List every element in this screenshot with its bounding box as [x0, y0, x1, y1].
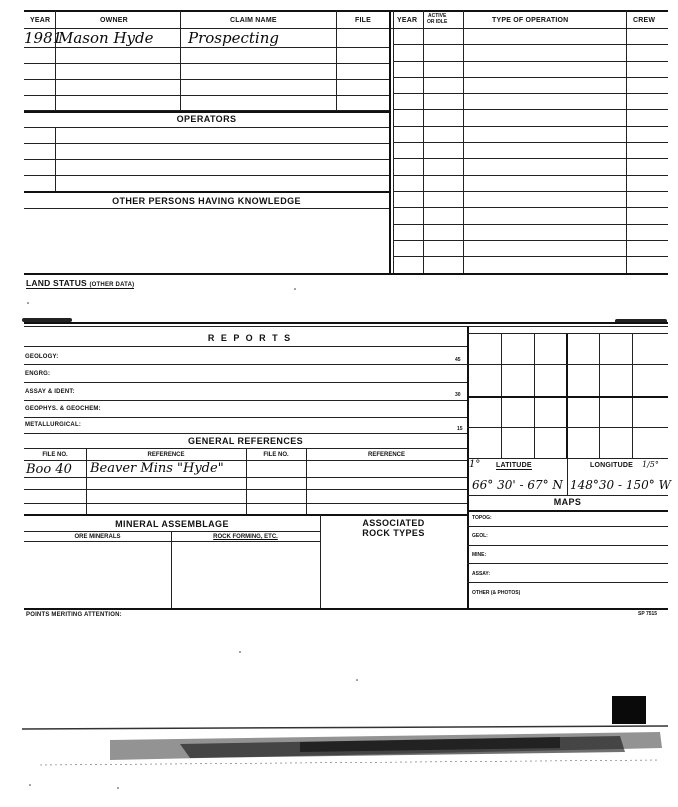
other-persons-title: OTHER PERSONS HAVING KNOWLEDGE	[112, 196, 301, 206]
general-references-title: GENERAL REFERENCES	[187, 436, 304, 446]
maps-mine-label: MINE:	[472, 552, 487, 558]
col-file-header: FILE	[355, 17, 371, 24]
ref-reference-header: REFERENCE	[147, 452, 185, 458]
claim-year-cell: 1981	[24, 29, 63, 47]
maps-topog-label: TOPOG:	[472, 515, 492, 521]
points-meriting-attention-label: POINTS MERITING ATTENTION:	[26, 612, 122, 618]
claim-owner-cell: Mason Hyde	[58, 29, 154, 47]
associated-rock-types-header: ASSOCIATED ROCK TYPES	[362, 518, 425, 538]
report-metallurgical-label: METALLURGICAL:	[25, 422, 82, 428]
maps-other-label: OTHER (& PHOTOS)	[472, 590, 521, 596]
report-geophys-label: GEOPHYS. & GEOCHEM:	[25, 406, 101, 412]
report-engrg-label: ENGRG:	[25, 371, 51, 377]
latitude-prefix: 1°	[469, 459, 481, 470]
maps-geol-label: GEOL:	[472, 533, 488, 539]
ref-file-no-header: FILE NO.	[42, 452, 68, 458]
col-operation-type-header: TYPE OF OPERATION	[492, 17, 569, 24]
longitude-prefix: 1/5°	[642, 460, 659, 469]
ref-reference-header-2: REFERENCE	[367, 452, 405, 458]
maps-title: MAPS	[553, 497, 582, 507]
report-metallurgical-number: 15	[457, 426, 463, 432]
longitude-label: LONGITUDE	[590, 462, 634, 469]
col-year-header: YEAR	[30, 17, 51, 24]
longitude-value: 148°30 - 150° W	[570, 478, 671, 492]
ore-minerals-header: ORE MINERALS	[74, 534, 121, 540]
operators-title: OPERATORS	[176, 114, 237, 124]
rock-forming-header: ROCK FORMING, ETC.	[213, 534, 278, 540]
latitude-value: 66° 30' - 67° N	[472, 478, 563, 492]
col-active-idle-header: ACTIVE OR IDLE	[427, 13, 448, 25]
mineral-assemblage-title: MINERAL ASSEMBLAGE	[115, 519, 229, 529]
col-crew-header: CREW	[633, 17, 656, 24]
claim-name-cell: Prospecting	[188, 29, 279, 47]
ref-file-no-header-2: FILE NO.	[263, 452, 289, 458]
report-geology-label: GEOLOGY:	[25, 354, 59, 360]
ref-reference-cell: Beaver Mins "Hyde"	[90, 461, 224, 476]
report-geology-number: 45	[455, 357, 461, 363]
col-claim-name-header: CLAIM NAME	[230, 17, 277, 24]
reports-title: R E P O R T S	[207, 333, 293, 343]
form-code: SP 7515	[638, 611, 658, 617]
land-status-label: LAND STATUS (OTHER DATA)	[26, 278, 135, 288]
report-assay-number: 30	[455, 392, 461, 398]
col-owner-header: OWNER	[100, 17, 128, 24]
latitude-label: LATITUDE	[496, 462, 532, 469]
col-activity-year-header: YEAR	[397, 17, 418, 24]
ref-file-no-cell: Boo 40	[26, 462, 72, 477]
report-assay-label: ASSAY & IDENT:	[25, 389, 75, 395]
maps-assay-label: ASSAY:	[472, 571, 491, 577]
